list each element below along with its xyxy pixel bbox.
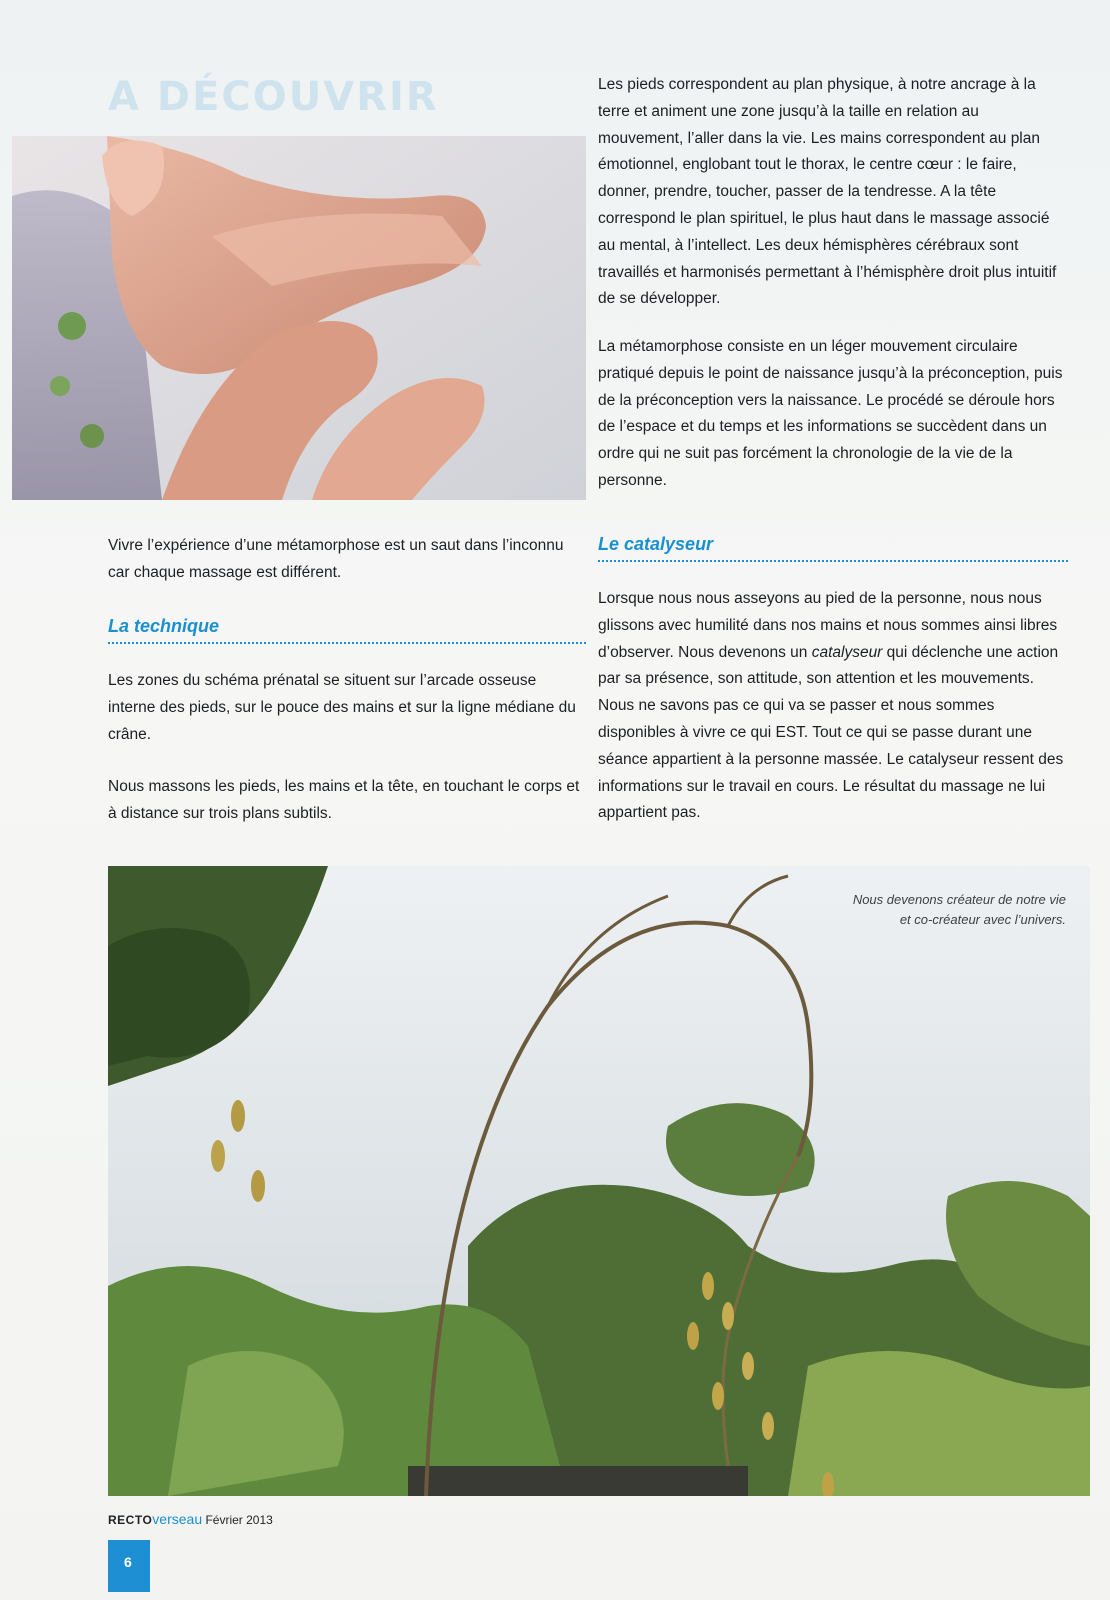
brand-recto: RECTO — [108, 1513, 153, 1527]
issue-date: Février 2013 — [205, 1513, 273, 1527]
catalyseur-text-part2: qui déclenche une action par sa présence, son attitude, son attention et les mouvements. Nous ne savons pas ce qui va se passer et nous sommes disponibles à vivre ce qui EST. Tout ce qui se passe durant une séance appartient à la personne massée. Le catalyseur ressent des informations sur le travail en cours. Le résultat du massage ne lui appartient pas. — [598, 643, 1064, 822]
section-header: A DÉCOUVRIR — [108, 74, 439, 120]
catalyseur-emphasis: catalyseur — [811, 643, 883, 661]
heading-catalyseur: Le catalyseur — [598, 534, 714, 554]
catalyseur-divider — [598, 560, 1068, 562]
paragraph-intro: Vivre l’expérience d’une métamorphose est un saut dans l’inconnu car chaque massage est différent. — [108, 537, 564, 581]
paragraph-massons: Nous massons les pieds, les mains et la tête, en touchant le corps et à distance sur trois plans subtils. — [108, 778, 580, 822]
technique-divider — [108, 642, 586, 644]
plant-photo-illustration — [108, 866, 1090, 1496]
heading-technique: La technique — [108, 616, 220, 636]
page-number: 6 — [124, 1554, 132, 1570]
paragraph-plans: Les pieds correspondent au plan physique, à notre ancrage à la terre et animent une zone jusqu’à la taille en relation au mouvement, l’aller dans la vie. Les mains correspondent au plan émotionnel, englobant tout le thorax, le centre cœur : le faire, donner, prendre, toucher, passer de la tendresse. A la tête correspond le plan spirituel, le plus haut dans le massage associé au mental, à l’intellect. Les deux hémisphères cérébraux sont travaillés et harmonisés permettant à l’hémisphère droit plus intuitif de se développer. — [598, 76, 1057, 308]
paragraph-catalyseur — [598, 586, 1068, 827]
feet-photo-illustration — [12, 136, 586, 500]
page-number-tab — [108, 1540, 150, 1592]
caption-line-2: et co-créateur avec l’univers. — [899, 912, 1066, 927]
footer-brand — [108, 1511, 273, 1527]
paragraph-zones: Les zones du schéma prénatal se situent sur l’arcade osseuse interne des pieds, sur le pouce des mains et sur la ligne médiane du crâne. — [108, 672, 576, 743]
paragraph-metamorphose: La métamorphose consiste en un léger mouvement circulaire pratiqué depuis le point de naissance jusqu’à la préconception, puis de la préconception vers la naissance. Le procédé se déroule hors de l’espace et du temps et les informations se succèdent dans un ordre qui ne suit pas forcément la chronologie de la vie de la personne. — [598, 338, 1063, 489]
plant-tendril-trees-photo — [108, 866, 1090, 1496]
caption-line-1: Nous devenons créateur de notre vie — [852, 892, 1066, 907]
massage-feet-photo — [12, 136, 586, 500]
photo-caption — [790, 890, 1066, 930]
brand-verseau: verseau — [152, 1511, 203, 1527]
catalyseur-text-part1: Lorsque nous nous asseyons au pied de la personne, nous nous glissons avec humilité dans nos mains et nous sommes ainsi libres d’observer. Nous devenons un — [598, 590, 1058, 661]
